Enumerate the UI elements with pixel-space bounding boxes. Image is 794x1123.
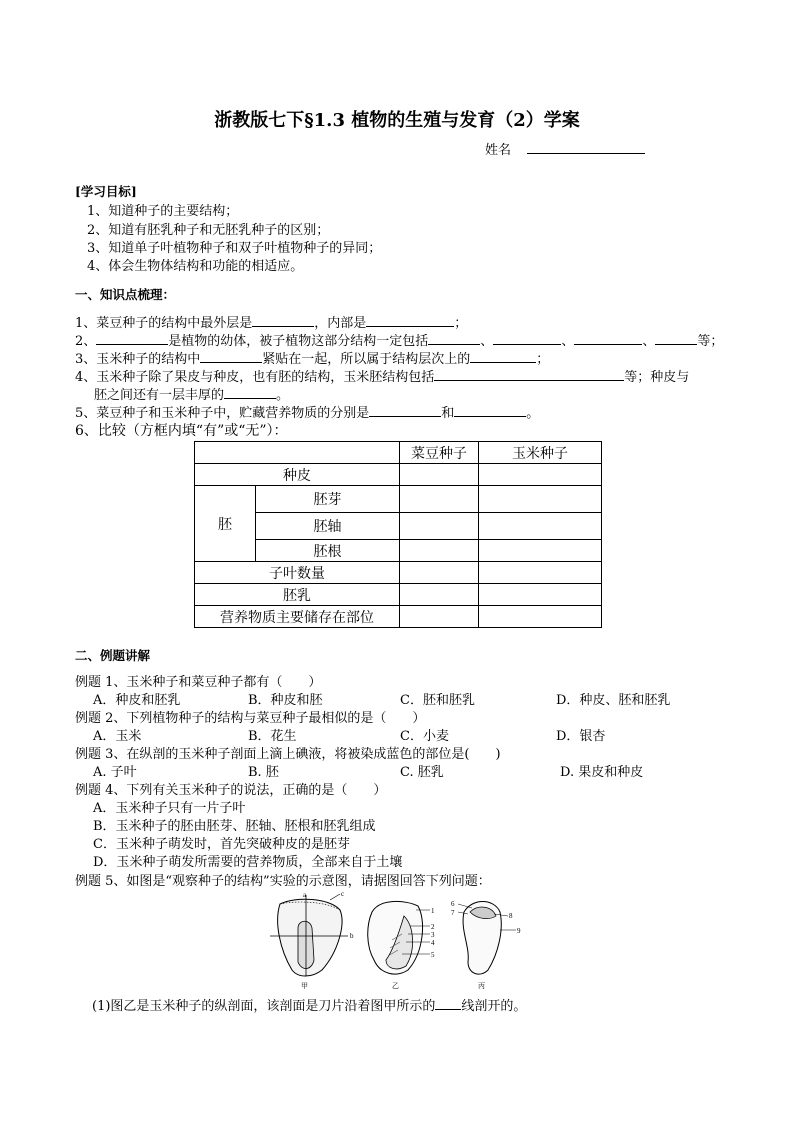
example-question: 例题 2、下列植物种子的结构与菜豆种子最相似的是（ ） — [75, 711, 426, 726]
answer-blank[interactable] — [96, 332, 168, 345]
answer-blank[interactable] — [470, 350, 536, 363]
answer-cell[interactable] — [400, 513, 479, 540]
row-label: 营养物质主要储存在部位 — [195, 606, 400, 628]
option-b[interactable]: B．玉米种子的胚由胚芽、胚轴、胚根和胚乳组成 — [93, 819, 376, 834]
answer-cell[interactable] — [479, 464, 602, 486]
figure-number: 7 — [451, 909, 455, 917]
answer-cell[interactable] — [400, 562, 479, 584]
answer-cell[interactable] — [479, 562, 602, 584]
answer-blank[interactable] — [655, 332, 697, 345]
question-1: 1、菜豆种子的结构中最外层是 ，内部是 ； — [75, 316, 468, 331]
option-d[interactable]: D. 果皮和种皮 — [560, 765, 644, 780]
answer-cell[interactable] — [400, 584, 479, 606]
figure-number: 5 — [431, 951, 435, 959]
name-field[interactable] — [485, 141, 645, 160]
figure-caption: 丙 — [478, 982, 485, 990]
answer-blank[interactable] — [428, 332, 480, 345]
row-label: 胚 — [195, 486, 256, 562]
answer-blank[interactable] — [435, 997, 461, 1010]
figure-number: 1 — [431, 907, 435, 915]
figure-number: 6 — [451, 900, 455, 908]
answer-blank[interactable] — [574, 332, 642, 345]
section-header: 一、知识点梳理： — [75, 287, 176, 302]
option-b[interactable]: B．种皮和胚 — [248, 693, 323, 708]
answer-blank[interactable] — [200, 350, 262, 363]
figure-letter: a — [303, 891, 307, 899]
name-blank[interactable] — [527, 141, 645, 154]
example-question: 例题 5、如图是“观察种子的结构”实验的示意图，请据图回答下列问题： — [75, 874, 491, 889]
objective-item: 3、知道单子叶植物种子和双子叶植物种子的异同； — [87, 241, 382, 256]
answer-blank[interactable] — [366, 314, 454, 327]
question-5: 5、菜豆种子和玉米种子中，贮藏营养物质的分别是 和 。 — [75, 406, 540, 421]
answer-cell[interactable] — [479, 486, 602, 513]
figure-number: 3 — [431, 931, 435, 939]
answer-blank[interactable] — [454, 404, 526, 417]
objectives-header: [学习目标] — [75, 184, 137, 199]
question-2: 2、 是植物的幼体，被子植物这部分结构一定包括 、 、 、 等； — [75, 334, 724, 349]
option-b[interactable]: B．花生 — [248, 729, 297, 744]
table-header: 玉米种子 — [479, 442, 602, 464]
option-d[interactable]: D．银杏 — [556, 729, 606, 744]
answer-blank[interactable] — [493, 332, 561, 345]
option-a[interactable]: A．种皮和胚乳 — [93, 693, 181, 708]
section-header: 二、例题讲解 — [75, 648, 151, 663]
objective-item: 2、知道有胚乳种子和无胚乳种子的区别； — [87, 223, 330, 238]
figure-number: 9 — [517, 927, 521, 935]
figure-number: 4 — [431, 939, 435, 947]
question-4-cont: 胚之间还有一层丰厚的 。 — [94, 388, 290, 403]
corn-seed-yi — [368, 901, 435, 990]
answer-blank[interactable] — [224, 386, 276, 399]
answer-cell[interactable] — [400, 540, 479, 562]
objective-item: 1、知道种子的主要结构； — [87, 204, 239, 219]
answer-cell[interactable] — [400, 486, 479, 513]
row-label: 胚根 — [256, 540, 400, 562]
option-b[interactable]: B. 胚 — [248, 765, 279, 780]
objective-item: 4、体会生物体结构和功能的相适应。 — [87, 259, 304, 274]
option-c[interactable]: C．玉米种子萌发时，首先突破种皮的是胚芽 — [93, 837, 350, 852]
option-d[interactable]: D．玉米种子萌发所需要的营养物质，全部来自于土壤 — [93, 855, 403, 870]
corn-seed-jia — [270, 890, 354, 990]
option-c[interactable]: C．胚和胚乳 — [400, 693, 475, 708]
answer-blank[interactable] — [252, 314, 314, 327]
option-a[interactable]: A．玉米 — [93, 729, 142, 744]
row-label: 胚芽 — [256, 486, 400, 513]
table-header: 菜豆种子 — [400, 442, 479, 464]
option-c[interactable]: C. 胚乳 — [400, 765, 444, 780]
figure-number: 8 — [509, 912, 513, 920]
figure-letter: b — [350, 932, 354, 940]
row-label: 子叶数量 — [195, 562, 400, 584]
sub-question-1: (1)图乙是玉米种子的纵剖面，该剖面是刀片沿着图甲所示的 线剖开的。 — [92, 999, 527, 1014]
figure-caption: 甲 — [301, 982, 308, 990]
name-label: 姓名 — [485, 143, 512, 158]
option-a[interactable]: A. 子叶 — [93, 765, 137, 780]
figure-letter: c — [341, 890, 345, 898]
figure-number: 2 — [431, 923, 435, 931]
question-4: 4、玉米种子除了果皮与种皮，也有胚的结构，玉米胚结构包括 等；种皮与 — [75, 370, 690, 385]
question-3: 3、玉米种子的结构中 紧贴在一起，所以属于结构层次上的 ； — [75, 352, 550, 367]
answer-cell[interactable] — [400, 464, 479, 486]
example-question: 例题 4、下列有关玉米种子的说法，正确的是（ ） — [75, 783, 387, 798]
answer-cell[interactable] — [479, 584, 602, 606]
answer-cell[interactable] — [400, 606, 479, 628]
figure-caption: 乙 — [392, 982, 399, 990]
answer-cell[interactable] — [479, 540, 602, 562]
row-label: 胚乳 — [195, 584, 400, 606]
answer-blank[interactable] — [369, 404, 441, 417]
answer-blank[interactable] — [434, 368, 624, 381]
comparison-table — [194, 441, 602, 628]
option-c[interactable]: C．小麦 — [400, 729, 449, 744]
example-question: 例题 3、在纵剖的玉米种子剖面上滴上碘液，将被染成蓝色的部位是( ) — [75, 747, 501, 762]
table-corner — [195, 442, 400, 464]
answer-cell[interactable] — [479, 606, 602, 628]
example-question: 例题 1、玉米种子和菜豆种子都有（ ） — [75, 675, 322, 690]
row-label: 胚轴 — [256, 513, 400, 540]
row-label: 种皮 — [195, 464, 400, 486]
answer-cell[interactable] — [479, 513, 602, 540]
option-d[interactable]: D．种皮、胚和胚乳 — [556, 693, 671, 708]
question-6: 6、比较（方框内填“有”或“无”）： — [75, 423, 288, 439]
option-a[interactable]: A．玉米种子只有一片子叶 — [93, 801, 246, 816]
bean-seed-bing — [451, 900, 521, 990]
seed-structure-figure — [268, 890, 528, 990]
page-title: 浙教版七下§1.3 植物的生殖与发育（2）学案 — [214, 110, 580, 131]
